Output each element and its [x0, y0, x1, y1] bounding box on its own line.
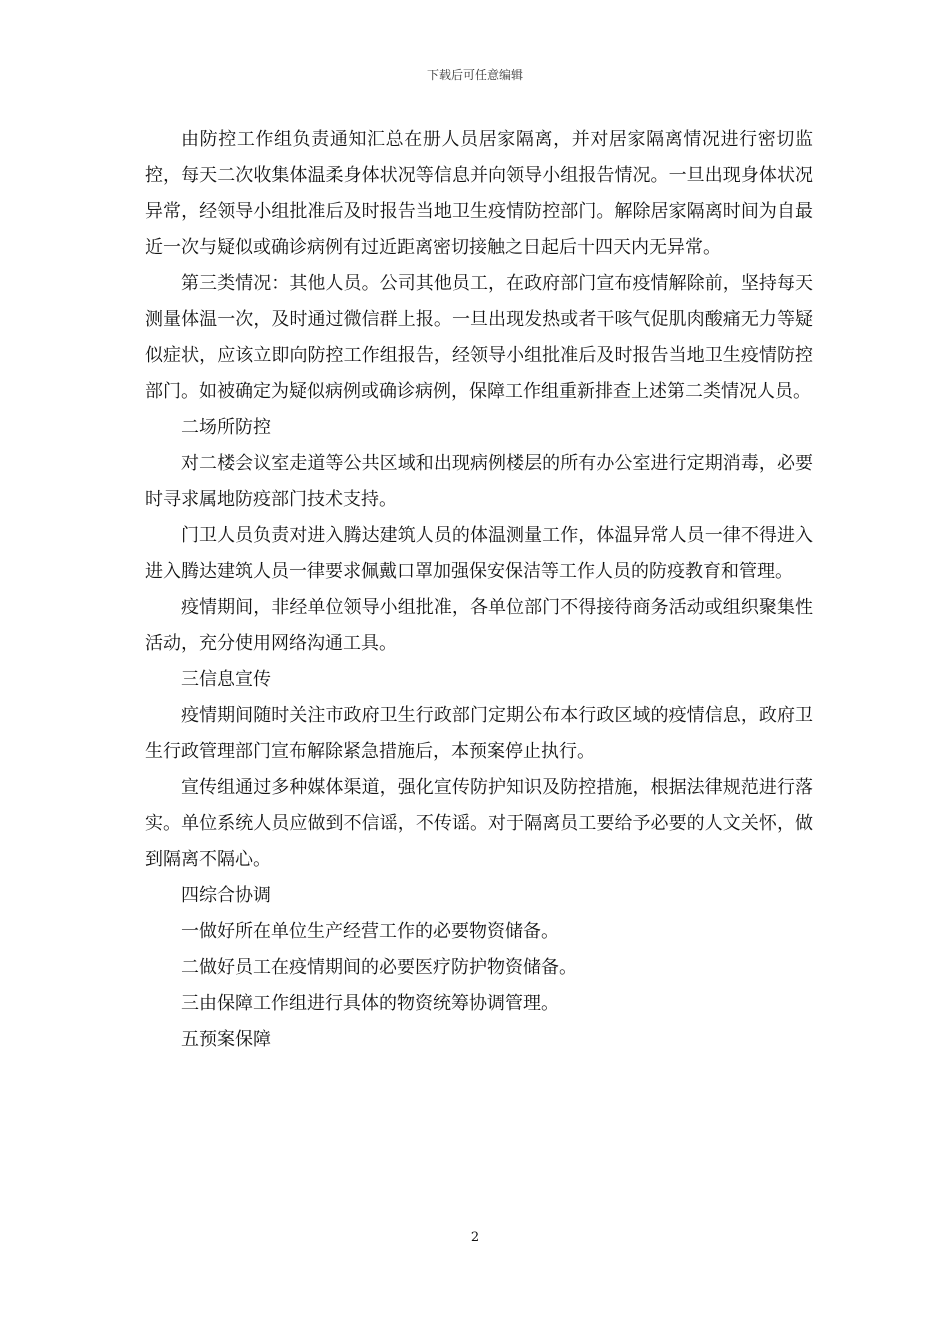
- section-heading: 二场所防控: [181, 417, 271, 438]
- paragraph: 由防控工作组负责通知汇总在册人员居家隔离，并对居家隔离情况进行密切监控，每天二次收集体温柔身体状况等信息并向领导小组报告情况。一旦出现身体状况异常，经领导小组批准后及时报告当地卫生疫情防控部门。解除居家隔离时间为自最近一次与疑似或确诊病例有过近距离密切接触之日起后十四天内无异常。: [145, 129, 813, 258]
- section-heading: 五预案保障: [181, 1029, 271, 1050]
- list-item: 三由保障工作组进行具体的物资统筹协调管理。: [181, 993, 559, 1014]
- list-item: 一做好所在单位生产经营工作的必要物资储备。: [181, 921, 559, 942]
- section-heading: 四综合协调: [181, 885, 271, 906]
- page-number: 2: [470, 1230, 480, 1245]
- paragraph: 第三类情况：其他人员。公司其他员工，在政府部门宣布疫情解除前，坚持每天测量体温一次，及时通过微信群上报。一旦出现发热或者干咳气促肌肉酸痛无力等疑似症状，应该立即向防控工作组报告，经领导小组批准后及时报告当地卫生疫情防控部门。如被确定为疑似病例或确诊病例，保障工作组重新排查上述第二类情况人员。: [145, 273, 813, 402]
- section-heading: 三信息宣传: [181, 669, 271, 690]
- paragraph: 门卫人员负责对进入腾达建筑人员的体温测量工作，体温异常人员一律不得进入进入腾达建筑人员一律要求佩戴口罩加强保安保洁等工作人员的防疫教育和管理。: [145, 525, 813, 582]
- paragraph: 宣传组通过多种媒体渠道，强化宣传防护知识及防控措施，根据法律规范进行落实。单位系统人员应做到不信谣，不传谣。对于隔离员工要给予必要的人文关怀，做到隔离不隔心。: [145, 777, 813, 870]
- paragraph: 疫情期间，非经单位领导小组批准，各单位部门不得接待商务活动或组织聚集性活动，充分使用网络沟通工具。: [145, 597, 813, 654]
- paragraph: 疫情期间随时关注市政府卫生行政部门定期公布本行政区域的疫情信息，政府卫生行政管理部门宣布解除紧急措施后，本预案停止执行。: [145, 705, 813, 762]
- paragraph: 对二楼会议室走道等公共区域和出现病例楼层的所有办公室进行定期消毒，必要时寻求属地防疫部门技术支持。: [145, 453, 813, 510]
- page-header: 下载后可任意编辑: [426, 68, 523, 82]
- document-body: [145, 122, 813, 1058]
- list-item: 二做好员工在疫情期间的必要医疗防护物资储备。: [181, 957, 577, 978]
